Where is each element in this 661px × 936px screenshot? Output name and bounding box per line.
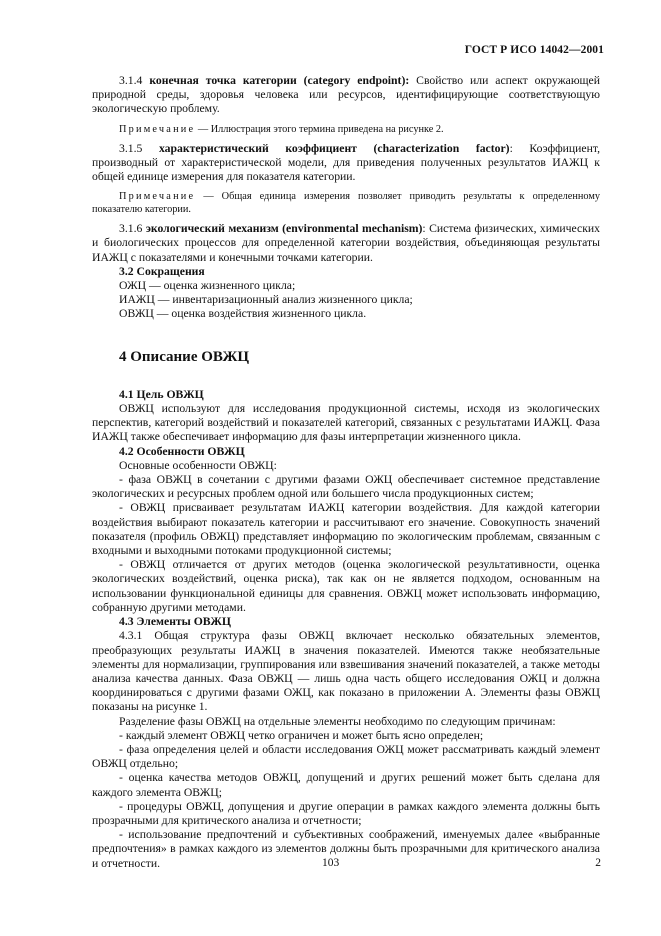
term-number: 3.1.6 [119,222,143,236]
term-number: 3.1.5 [119,141,143,155]
term-title: характеристический коэффициент (characterization factor) [158,141,510,155]
term-definition: : Коэффициент, производный от характеристической модели, для приведения полученных результатов ИАЖЦ к общей единице измерения для показателя категории. [92,141,600,184]
note-2 [92,190,600,216]
section-3-2-title: 3.2 Сокращения [119,264,205,278]
section-4-1-text: ОВЖЦ используют для исследования продукционной системы, исходя из экологических перспектив, категорий воздействий и показателей категорий, связанных с результатами ИАЖЦ. Фаза ИАЖЦ также обеспечивает информацию для фазы интерпретации жизненного цикла. [92,402,600,444]
page-number: 103 [322,857,340,869]
section-4-2-title: 4.2 Особенности ОВЖЦ [119,444,245,458]
section-4-2-intro: Основные особенности ОВЖЦ: [119,458,277,472]
feature-item: - фаза ОВЖЦ в сочетании с другими фазами ОЖЦ обеспечивает системное представление экологических и ресурсных проблем одной или большего числа продукционных систем; [92,473,600,501]
abbr-item: ИАЖЦ — инвентаризационный анализ жизненного цикла; [119,293,413,307]
section-4-3-1-text: 4.3.1 Общая структура фазы ОВЖЦ включает несколько обязательных элементов, преобразующих результаты ИАЖЦ в значения показателей. Имеются также необязательные элементы для нормализации, группирования или взвешивания значений показателей, а также методы анализа качества данных. Фаза ОВЖЦ — лишь одна часть общего исследования ОЖЦ и должна координироваться с другими фазами ОЖЦ, как показано в приложении А. Элементы фазы ОВЖЦ показаны на рисунке 1. [92,629,600,714]
note-label: Примечание [119,123,196,135]
term-definition: Свойство или аспект окружающей природной среды, здоровья человека или ресурсов, идентифицирующие соответствующую экологическую проблему. [92,74,601,116]
reason-item: - каждый элемент ОВЖЦ четко ограничен и может быть ясно определен; [119,728,484,742]
term-3-1-5 [92,142,600,185]
section-4-3-title: 4.3 Элементы ОВЖЦ [119,615,231,629]
reason-item: - процедуры ОВЖЦ, допущения и другие операции в рамках каждого элемента должны быть прозрачными для критического анализа и отчетности; [92,799,600,827]
reason-item: - оценка качества методов ОВЖЦ, допущений и других решений может быть сделана для каждого элемента ОВЖЦ; [92,771,600,799]
term-3-1-6 [92,222,600,265]
abbr-item: ОВЖЦ — оценка воздействия жизненного цикла. [119,307,367,321]
document-body [92,74,600,871]
reason-item: - фаза определения целей и области исследования ОЖЦ может рассматривать каждый элемент ОВЖЦ отдельно; [92,742,600,771]
abbr-item: ОЖЦ — оценка жизненного цикла; [119,279,296,293]
note-1 [92,123,600,136]
page-header: ГОСТ Р ИСО 14042—2001 [464,44,604,56]
note-label: Примечание [119,191,196,203]
note-text: — Общая единица измерения позволяет приводить результаты к определенному показателю категории. [92,191,600,216]
section-4-1-title: 4.1 Цель ОВЖЦ [119,387,204,401]
term-title: экологический механизм (environmental mechanism) [145,222,423,236]
reason-item: - использование предпочтений и субъективных соображений, именуемых далее «выбранные предпочтения» в рамках каждого из элементов должны быть прозрачными для критического анализа и отчетности. [92,828,600,870]
section-4-title: 4 Описание ОВЖЦ [119,348,250,365]
feature-item: - ОВЖЦ отличается от других методов (оценка экологической результативности, оценка экологических воздействий, оценка риска), так как он не является подходом, основанным на использовании функциональной единицы для сравнения. ОВЖЦ может использовать информацию, собранную другими методами. [92,558,600,614]
term-title: конечная точка категории (category endpoint): [149,74,410,87]
term-number: 3.1.4 [119,74,143,87]
note-text: — Иллюстрация этого термина приведена на рисунке 2. [197,123,444,135]
term-definition: : Система физических, химических и биологических процессов для определенной категории воздействия, объединяющая результаты ИАЖЦ с показателями и конечными точками категории. [92,222,600,264]
feature-item: - ОВЖЦ присваивает результатам ИАЖЦ категории воздействия. Для каждой категории воздействия выбирают показатель категории и рассчитывают его значение. Совокупность значений показателя (профиль ОВЖЦ) представляет информацию по экологическим проблемам, связанным с входными и выходными потоками продукционной системы; [92,501,600,558]
section-4-3-reasons-intro: Разделение фазы ОВЖЦ на отдельные элементы необходимо по следующим причинам: [119,714,556,728]
term-3-1-4 [92,74,600,117]
sheet-number: 2 [595,857,601,869]
